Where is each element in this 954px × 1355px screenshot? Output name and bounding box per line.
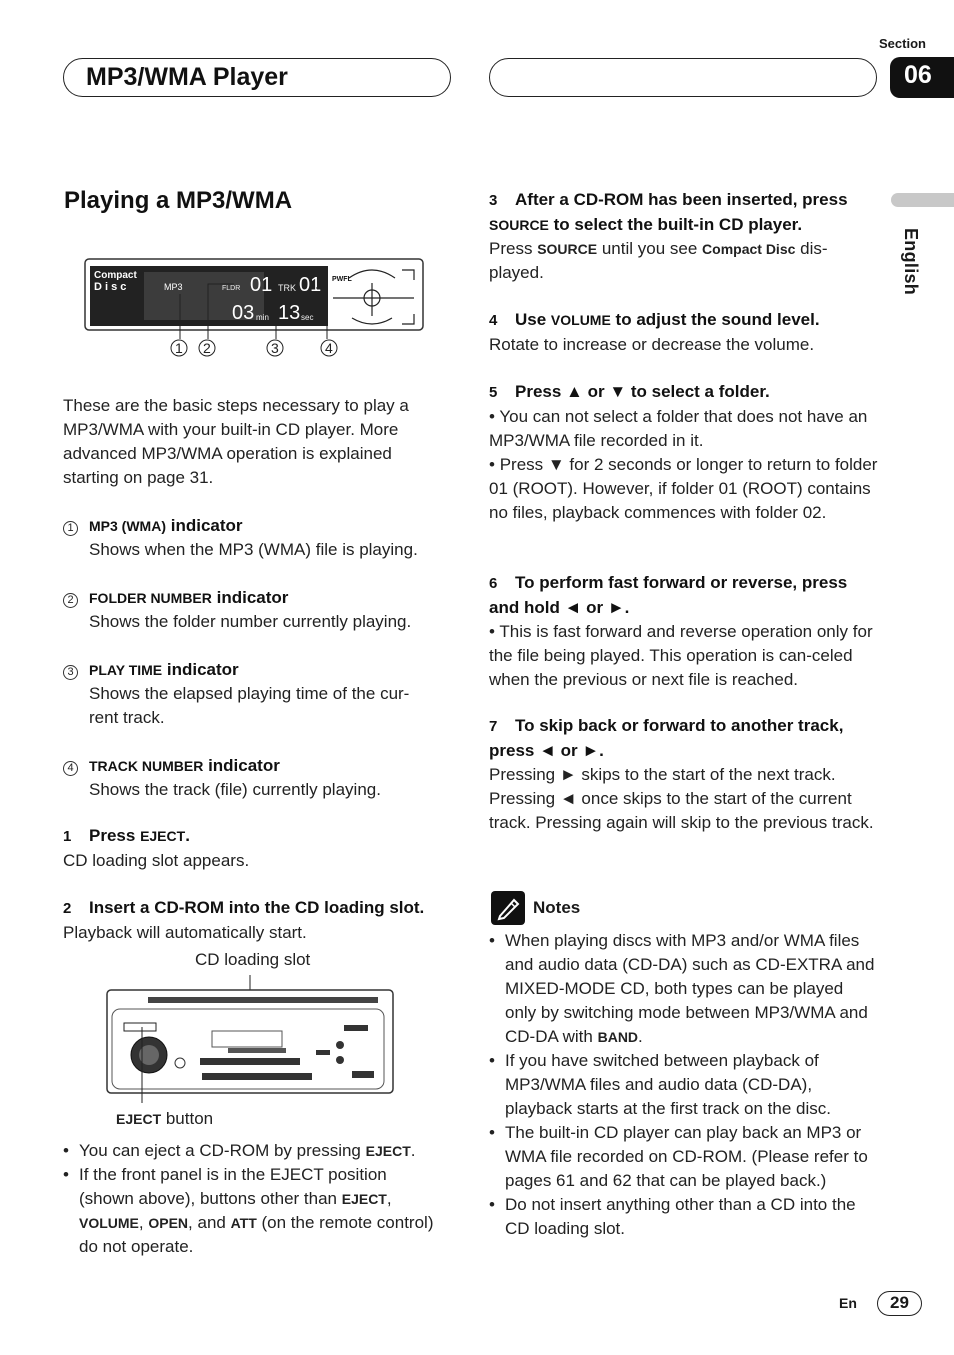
indicator-key: FOLDER NUMBER [89, 590, 212, 606]
indicator-desc: Shows the track (file) currently playing. [89, 780, 381, 799]
eject-key: EJECT [116, 1111, 162, 1127]
step-title-text: Insert a CD-ROM into the CD loading slot. [89, 898, 425, 917]
nav-up [336, 1041, 344, 1049]
list-item: • Press ▼ for 2 seconds or longer to return to folder 01 (ROOT). However, if folder 01 (ROOT) contains no files, playback commences with folder 02. [489, 455, 878, 522]
step-number: 7 [489, 718, 498, 735]
section-label: Section [879, 36, 926, 51]
indicator-title: indicator [170, 516, 243, 535]
nav-button [316, 1050, 330, 1055]
pencil-note-icon [491, 891, 525, 925]
track-label: TRK [278, 283, 296, 293]
callout-4: 4 [325, 340, 333, 356]
sec-unit: sec [301, 313, 314, 322]
header-empty-box [489, 58, 877, 97]
indicator-item-playtime [63, 658, 445, 730]
step-number: 5 [489, 384, 498, 401]
label-strip [228, 1048, 286, 1053]
pwfl-label: PWFL [332, 276, 352, 283]
list-item: • You can not select a folder that does not have an MP3/WMA file recorded in it. [489, 407, 868, 450]
head-unit-front-panel-illustration [104, 975, 396, 1105]
chapter-title-box [63, 58, 451, 97]
notes-header [491, 891, 580, 925]
eject-suffix: button [161, 1109, 214, 1128]
cd-slot-caption: CD loading slot [195, 950, 311, 969]
notes-title: Notes [533, 898, 581, 917]
list-item: • If the front panel is in the EJECT position (shown above), buttons other than EJECT, VOLUME, OPEN, and ATT (on the remote control) do not operate. [63, 1165, 434, 1256]
callout-3: 3 [271, 340, 279, 356]
step-number: 2 [63, 900, 72, 917]
indicator-title: indicator [208, 756, 280, 775]
preset-row [202, 1073, 312, 1080]
cd-loading-slot [148, 997, 378, 1003]
indicator-list [63, 514, 445, 802]
step-body: Rotate to increase or decrease the volume. [489, 335, 815, 354]
indicator-number: 1 [63, 521, 78, 536]
eject-button-shape [124, 1023, 156, 1031]
step-title-text: Press [89, 826, 136, 845]
list-item: • You can eject a CD-ROM by pressing EJECT. [63, 1141, 416, 1160]
indicator-number: 3 [63, 665, 78, 680]
step-2 [63, 896, 445, 945]
list-item: • When playing discs with MP3 and/or WMA files and audio data (CD-DA) such as CD-EXTRA and MIXED-MODE CD, both types can be played only by switching mode between MP3/WMA and CD-DA with BAND. [489, 931, 875, 1046]
step-7: 7 To skip back or forward to another track, press ◄ or ►. Pressing ► skips to the start of the next track. Pressing ◄ once skips to the start of the current track. Pressing again will skip to the previous track. [489, 714, 879, 835]
step-1 [63, 824, 445, 873]
indicator-key: TRACK NUMBER [89, 758, 204, 774]
step-body: Press SOURCE until you see Compact Disc dis-played. [489, 239, 828, 282]
page-heading: Playing a MP3/WMA [64, 187, 293, 214]
step-number: 1 [63, 828, 72, 845]
indicator-item-folder [63, 586, 445, 634]
list-item: • Do not insert anything other than a CD into the CD loading slot. [489, 1195, 856, 1238]
indicator-number: 2 [63, 593, 78, 608]
list-item: • This is fast forward and reverse operation only for the file being played. This operation is can-celed when the previous or next file is reached. [489, 622, 873, 689]
indicator-title: indicator [166, 660, 239, 679]
folder-label: FLDR [222, 285, 241, 292]
step-body: CD loading slot appears. [63, 851, 250, 870]
step-3: 3 After a CD-ROM has been inserted, press SOURCE to select the built-in CD player. Press SOURCE until you see Compact Disc dis-played. [489, 188, 879, 285]
step-number: 3 [489, 192, 498, 209]
step-body: Pressing ► skips to the start of the next track. Pressing ◄ once skips to the start of the current track. Pressing again will skip to the previous track. [489, 765, 874, 832]
folder-number-indicator: 01 [250, 274, 273, 296]
intro-paragraph: These are the basic steps necessary to play a MP3/WMA with your built-in CD player. More advanced MP3/WMA operation is explained starting on page 31. [63, 396, 409, 487]
mp3-indicator: MP3 [164, 282, 183, 292]
step-body: Playback will automatically start. [63, 923, 307, 942]
language-tab-marker [891, 193, 954, 207]
step-6: 6 To perform fast forward or reverse, press and hold ◄ or ►. • This is fast forward and reverse operation only for the file being played. This operation is can-celed when the previous or next file is reached. [489, 571, 879, 692]
track-number-indicator: 01 [299, 274, 322, 296]
list-item: • If you have switched between playback of MP3/WMA files and audio data (CD-DA), playback starts at the first track on the disc. [489, 1051, 831, 1118]
step-title-end: . [185, 826, 190, 845]
indicator-key: MP3 (WMA) [89, 518, 166, 534]
indicator-item-track [63, 754, 445, 802]
indicator-desc: Shows when the MP3 (WMA) file is playing. [89, 540, 418, 559]
eject-notes-list [63, 1139, 445, 1259]
step-key: EJECT [140, 828, 186, 844]
indicator-number: 4 [63, 761, 78, 776]
side-button-2 [352, 1071, 374, 1078]
display-logo-compact: Compact [94, 270, 137, 281]
play-time-seconds: 13 [278, 302, 301, 324]
list-item: • The built-in CD player can play back an MP3 or WMA file recorded on CD-ROM. (Please refer to pages 61 and 62 that can be played back.) [489, 1123, 868, 1190]
page-number: 29 [877, 1291, 922, 1316]
play-time-minutes: 03 [232, 302, 255, 324]
callout-1: 1 [175, 340, 183, 356]
callout-2: 2 [203, 340, 211, 356]
language-label: English [901, 228, 921, 296]
step-number: 6 [489, 575, 498, 592]
step-5: 5 Press ▲ or ▼ to select a folder. • You can not select a folder that does not have an MP3/WMA file recorded in it. • Press ▼ for 2 seconds or longer to return to folder 01 (ROOT). However, if folder 01 (ROOT) contains no files, playback commences with folder 02. [489, 380, 879, 525]
indicator-desc: Shows the elapsed playing time of the cur-rent track. [89, 684, 410, 727]
display-logo-disc: D i s c [94, 281, 127, 293]
notes-list [489, 929, 877, 1241]
footer-language: En [839, 1295, 857, 1311]
indicator-title: indicator [216, 588, 289, 607]
head-unit-display-illustration [84, 258, 426, 362]
indicator-key: PLAY TIME [89, 662, 163, 678]
section-number: 06 [890, 57, 954, 98]
step-number: 4 [489, 312, 498, 329]
button-row [200, 1058, 300, 1065]
nav-down [336, 1056, 344, 1064]
side-button [344, 1025, 368, 1031]
chapter-title: MP3/WMA Player [86, 63, 288, 91]
indicator-desc: Shows the folder number currently playing. [89, 612, 412, 631]
min-unit: min [256, 313, 269, 322]
indicator-item-mp3 [63, 514, 445, 562]
step-4: 4 Use VOLUME to adjust the sound level. Rotate to increase or decrease the volume. [489, 308, 879, 357]
eject-caption [116, 1109, 213, 1129]
